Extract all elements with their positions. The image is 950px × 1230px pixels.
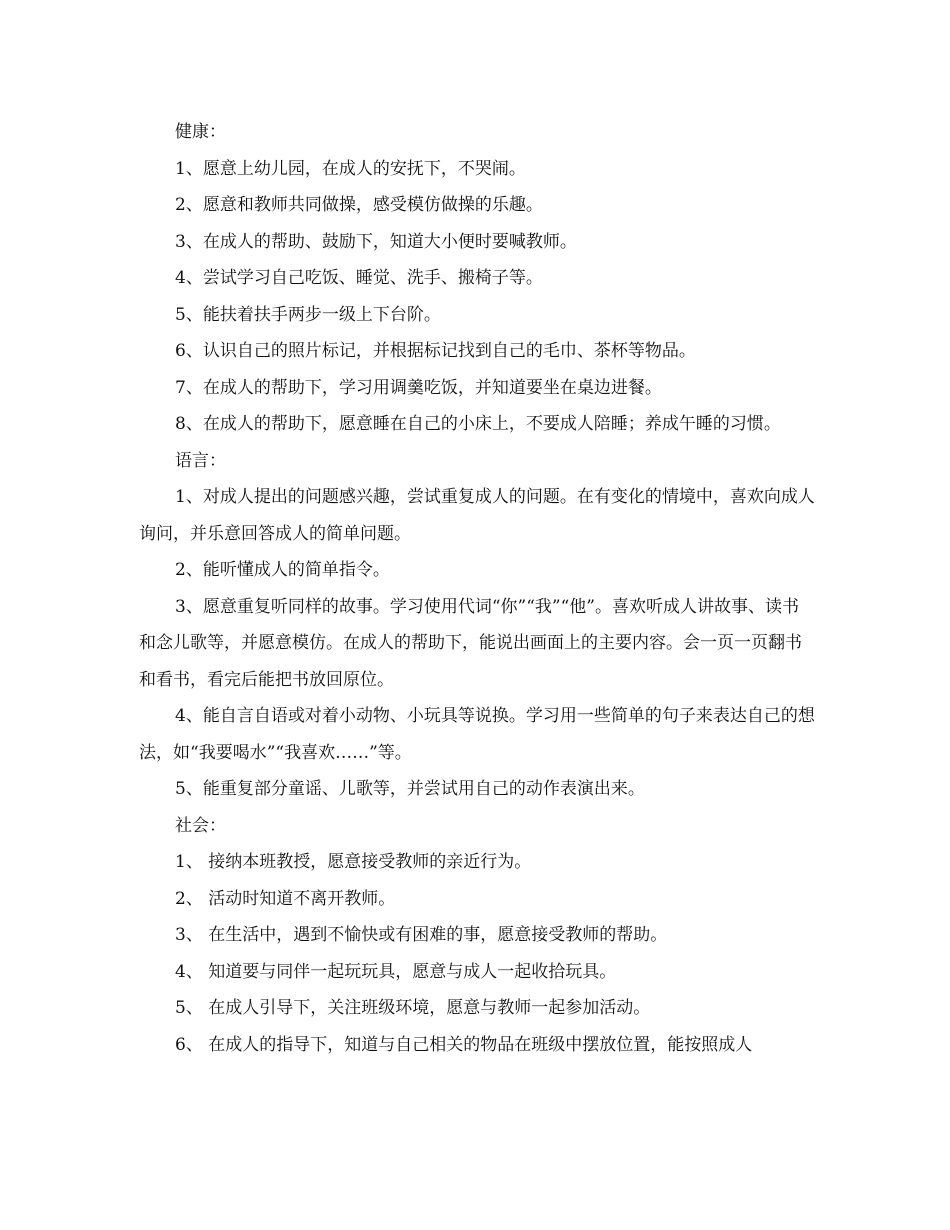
society-item-4: 4、 知道要与同伴一起玩玩具，愿意与成人一起收拾玩具。 xyxy=(175,961,617,982)
society-item-5: 5、 在成人引导下，关注班级环境，愿意与教师一起参加活动。 xyxy=(175,998,651,1018)
section-heading-health: 健康： xyxy=(175,122,226,142)
language-item-3: 3、愿意重复听同样的故事。学习使用代词“你”“我”“他”。喜欢听成人讲故事、读书和念儿歌等，并愿意模仿。在成人的帮助下，能说出画面上的主要内容。会一页一页翻书和看书，看完后能把书放回原位。 xyxy=(139,596,802,690)
health-item-7: 7、在成人的帮助下，学习用调羹吃饭，并知道要坐在桌边进餐。 xyxy=(175,377,662,398)
language-item-5: 5、能重复部分童谣、儿歌等，并尝试用自己的动作表演出来。 xyxy=(175,779,645,799)
document-body xyxy=(139,114,815,1063)
language-item-4: 4、能自言自语或对着小动物、小玩具等说换。学习用一些简单的句子来表达自己的想法，如“我要喝水”“我喜欢……”等。 xyxy=(139,706,815,763)
section-heading-society: 社会： xyxy=(175,815,226,836)
health-item-1: 1、愿意上幼儿园，在成人的安抚下，不哭闹。 xyxy=(175,158,526,179)
health-item-2: 2、愿意和教师共同做操，感受模仿做操的乐趣。 xyxy=(175,195,543,215)
language-item-1: 1、对成人提出的问题感兴趣，尝试重复成人的问题。在有变化的情境中，喜欢向成人询问，并乐意回答成人的简单问题。 xyxy=(139,487,815,544)
health-item-6: 6、认识自己的照片标记，并根据标记找到自己的毛巾、茶杯等物品。 xyxy=(175,341,696,361)
health-item-3: 3、在成人的帮助、鼓励下，知道大小便时要喊教师。 xyxy=(175,231,577,252)
health-item-8: 8、在成人的帮助下，愿意睡在自己的小床上，不要成人陪睡；养成午睡的习惯。 xyxy=(175,414,781,434)
society-item-2: 2、 活动时知道不离开教师。 xyxy=(175,888,396,909)
society-item-6: 6、 在成人的指导下，知道与自己相关的物品在班级中摆放位置，能按照成人 xyxy=(175,1034,753,1055)
language-item-2: 2、能听懂成人的简单指令。 xyxy=(175,560,390,580)
health-item-4: 4、尝试学习自己吃饭、睡觉、洗手、搬椅子等。 xyxy=(175,268,543,288)
society-item-1: 1、 接纳本班教授，愿意接受教师的亲近行为。 xyxy=(175,852,532,872)
society-item-3: 3、 在生活中，遇到不愉快或有困难的事，愿意接受教师的帮助。 xyxy=(175,925,668,945)
health-item-5: 5、能扶着扶手两步一级上下台阶。 xyxy=(175,304,441,325)
section-heading-language: 语言： xyxy=(175,450,226,471)
